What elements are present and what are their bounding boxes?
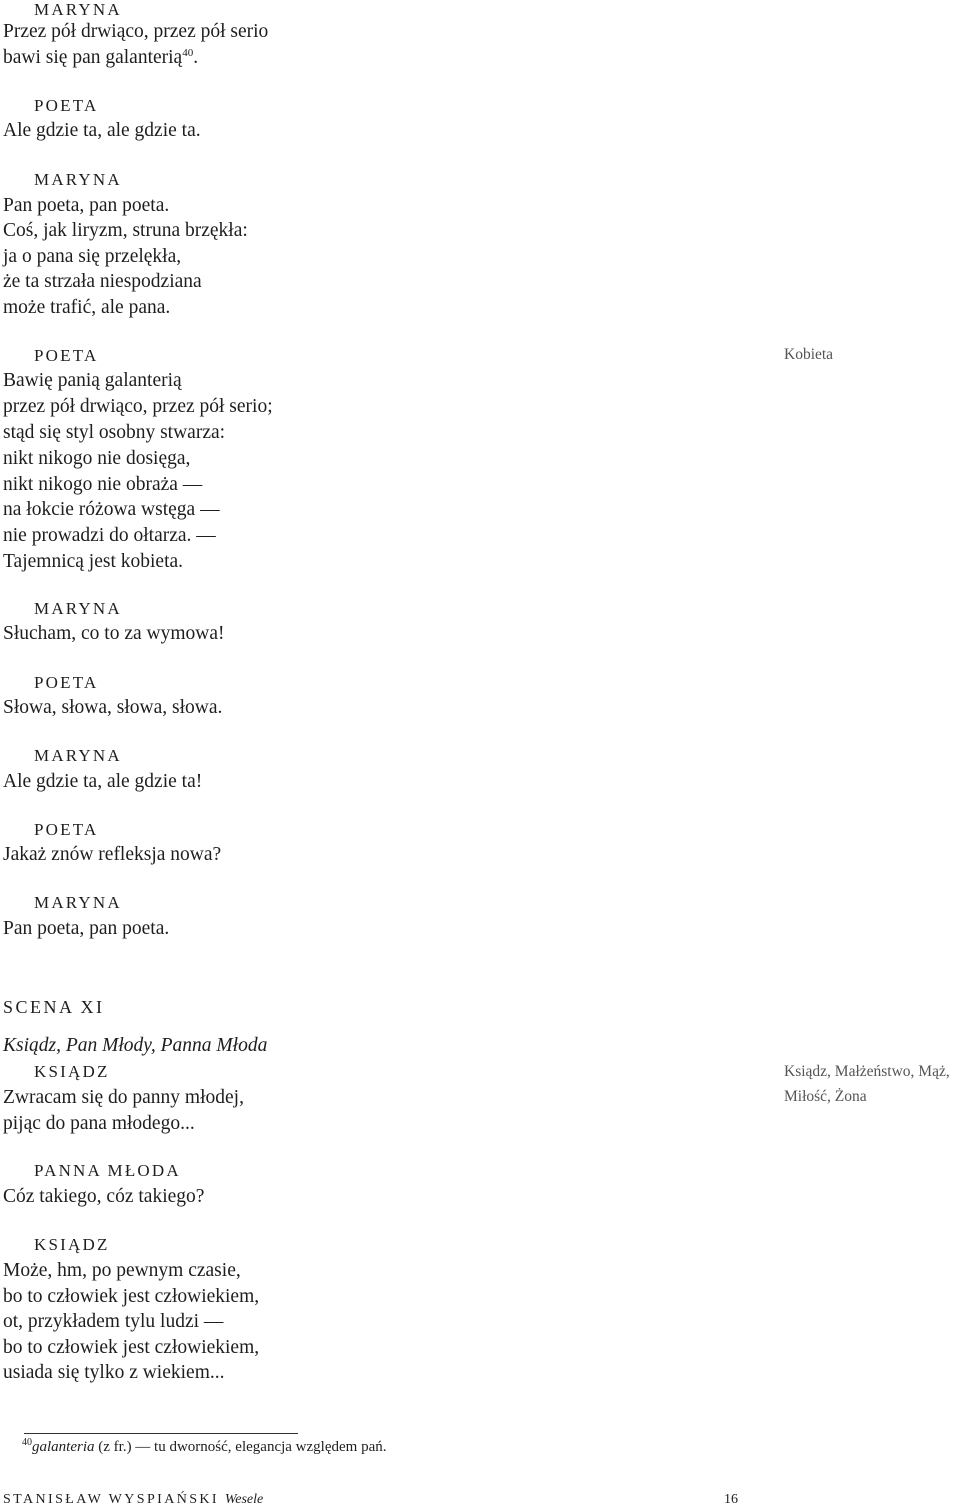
verse-line: ot, przykładem tylu ludzi — (3, 1311, 224, 1332)
verse-line: Słucham, co to za wymowa! (3, 623, 225, 644)
verse-line: Ale gdzie ta, ale gdzie ta. (3, 120, 201, 141)
speaker-label: POETA (34, 346, 99, 365)
verse-line: Coś, jak liryzm, struna brzękła: (3, 220, 248, 241)
verse-line: bo to człowiek jest człowiekiem, (3, 1337, 260, 1358)
scene-heading: SCENA XI (3, 997, 105, 1017)
verse-line: ja o pana się przelękła, (3, 246, 182, 267)
verse-line: na łokcie różowa wstęga — (3, 499, 220, 520)
speaker-label: MARYNA (34, 599, 122, 618)
verse-line: stąd się styl osobny stwarza: (3, 422, 226, 443)
margin-note[interactable]: Kobieta (784, 346, 834, 363)
verse-line: Bawię panią galanterią (3, 370, 182, 391)
verse-line: Może, hm, po pewnym czasie, (3, 1260, 241, 1281)
verse-line: przez pół drwiąco, przez pół serio; (3, 396, 273, 417)
footnote-number: 40 (22, 1437, 32, 1448)
verse-line: Cóz takiego, cóz takiego? (3, 1186, 205, 1207)
page-footer (3, 1492, 263, 1508)
verse-line: nikt nikogo nie dosięga, (3, 448, 191, 469)
speaker-label: KSIĄDZ (34, 1062, 110, 1081)
verse-line: Jakaż znów refleksja nowa? (3, 844, 222, 865)
speaker-label: MARYNA (34, 746, 122, 765)
verse-line: usiada się tylko z wiekiem... (3, 1362, 225, 1383)
verse-line: Tajemnicą jest kobieta. (3, 551, 184, 572)
speaker-label: PANNA MŁODA (34, 1161, 181, 1180)
footnote-text: (z fr.) — tu dworność, elegancja względem pań. (94, 1439, 387, 1455)
verse-line: Zwracam się do panny młodej, (3, 1087, 244, 1108)
verse-line: Ale gdzie ta, ale gdzie ta! (3, 771, 203, 792)
verse-line: nie prowadzi do ołtarza. — (3, 525, 216, 546)
footer-title: Wesele (224, 1492, 264, 1507)
speaker-label: POETA (34, 96, 99, 115)
speaker-label: MARYNA (34, 170, 122, 189)
verse-line: że ta strzała niespodziana (3, 271, 202, 292)
verse-line: Słowa, słowa, słowa, słowa. (3, 697, 223, 718)
margin-note[interactable]: Miłość, Żona (784, 1088, 867, 1105)
speaker-label: MARYNA (34, 0, 122, 19)
footnote (22, 1437, 386, 1456)
speaker-label: POETA (34, 820, 99, 839)
footnote-term: galanteria (32, 1439, 95, 1455)
speaker-label: MARYNA (34, 893, 122, 912)
verse-line: może trafić, ale pana. (3, 297, 171, 318)
verse-line: Pan poeta, pan poeta. (3, 918, 170, 939)
speaker-label: KSIĄDZ (34, 1235, 110, 1254)
speaker-label: POETA (34, 673, 99, 692)
verse-line: bo to człowiek jest człowiekiem, (3, 1286, 260, 1307)
verse-text: bawi się pan galanterią (3, 47, 183, 68)
page-number: 16 (724, 1492, 738, 1507)
verse-line: Przez pół drwiąco, przez pół serio (3, 21, 269, 42)
footnote-reference[interactable]: 40 (182, 47, 194, 59)
margin-note[interactable]: Ksiądz, Małżeństwo, Mąż, (784, 1063, 950, 1080)
verse-line (3, 47, 198, 69)
verse-line: pijąc do pana młodego... (3, 1113, 195, 1134)
scene-cast: Ksiądz, Pan Młody, Panna Młoda (3, 1035, 268, 1056)
verse-punct: . (193, 47, 199, 68)
verse-line: Pan poeta, pan poeta. (3, 195, 170, 216)
footer-author: STANISŁAW WYSPIAŃSKI (3, 1492, 219, 1507)
footnote-divider (24, 1433, 298, 1434)
verse-line: nikt nikogo nie obraża — (3, 474, 203, 495)
